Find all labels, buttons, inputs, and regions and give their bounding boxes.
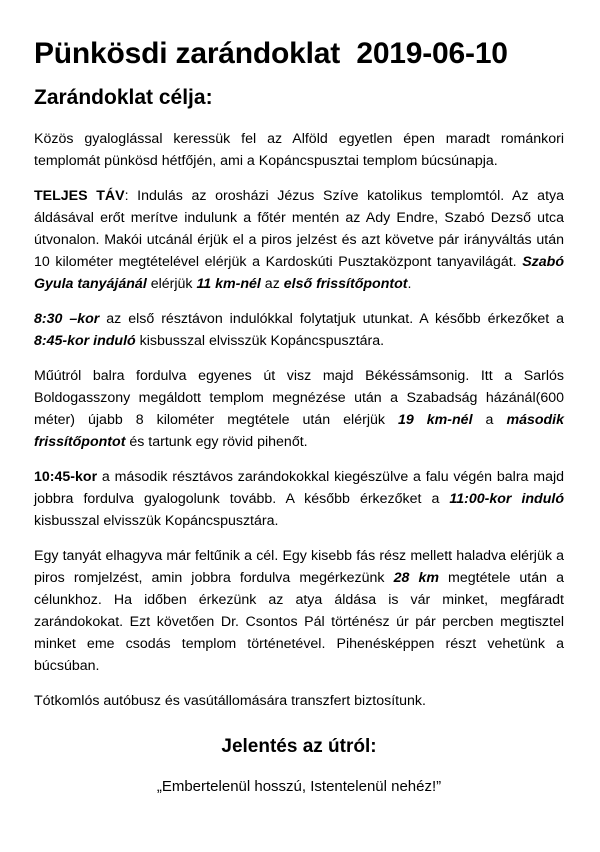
- full-route-paragraph: [34, 185, 564, 295]
- text-segment: megtétele után a célunkhoz. Ha időben érkezünk az atya áldása is vár minket, megfáradt zarándokokat. Ezt követően Dr. Csontos Pál történész úr pár percben megtisztel minket eme csodás templom történetével. Pihenésképpen részt vehetünk a búcsúban.: [34, 570, 564, 674]
- text-segment: a: [472, 412, 507, 428]
- third-leg-time: 10:45-kor: [34, 469, 98, 485]
- section-heading: Zarándoklat célja:: [34, 86, 213, 109]
- intro-paragraph: Közös gyaloglással keressük fel az Alföld egyetlen épen maradt románkori templomát pünkösd hétfőjén, ami a Kopáncspusztai templom búcsúnapja.: [34, 131, 564, 169]
- report-quote: „Embertelenül hosszú, Istentelenül nehéz!”: [156, 778, 442, 795]
- text-segment: az első résztávon indulókkal folytatjuk utunkat. A később érkezőket a: [99, 311, 565, 327]
- first-refreshment-point: első frissítőpontot: [283, 276, 408, 292]
- transfer-paragraph: Tótkomlós autóbusz és vasútállomására transzfert biztosítunk.: [34, 693, 426, 709]
- text-segment: Műútról balra fordulva egyenes út visz majd Békéssámsonig. Itt a Sarlós Boldogasszony megáldott templom megnézése után a Szabadság házánál(600 méter) újabb 8 kilométer megtétele után elérjük: [34, 368, 564, 428]
- arrival-paragraph: [34, 545, 564, 677]
- second-leg-paragraph: [34, 308, 564, 352]
- text-segment: a második résztávos zarándokokkal kiegészülve a falu végén balra majd jobbra fordulva gyalogolunk tovább. A később érkezőket a: [34, 469, 564, 507]
- text-segment: kisbusszal elvisszük Kopáncspusztára.: [135, 333, 385, 349]
- second-stop-distance: 19 km-nél: [397, 412, 473, 428]
- text-segment: és tartunk egy rövid pihenőt.: [125, 434, 308, 450]
- second-leg-time: 8:30 –kor: [34, 311, 100, 327]
- second-bus-departure-time: 11:00-kor induló: [449, 491, 564, 507]
- text-segment: az: [260, 276, 284, 292]
- first-stop-distance: 11 km-nél: [196, 276, 261, 292]
- third-leg-paragraph: [34, 466, 564, 532]
- first-stop-location: Szabó Gyula tanyájánál: [34, 254, 564, 292]
- total-distance: 28 km: [393, 570, 439, 586]
- text-segment: elérjük: [146, 276, 197, 292]
- text-segment: Egy tanyát elhagyva már feltűnik a cél. Egy kisebb fás rész mellett haladva elérjük a piros romjelzést, amin jobbra fordulva megérkezünk: [34, 548, 564, 586]
- document-title: Pünkösdi zarándoklat 2019-06-10: [34, 37, 508, 70]
- second-refreshment-point: második frissítőpontot: [34, 412, 565, 450]
- bus-departure-time: 8:45-kor induló: [34, 333, 136, 349]
- bekessamson-paragraph: [34, 365, 564, 453]
- text-segment: kisbusszal elvisszük Kopáncspusztára.: [34, 513, 279, 529]
- full-route-text: : Indulás az orosházi Jézus Szíve katolikus templomtól. Az atya áldásával erőt merítve indulunk a főtér mentén az Ady Endre, Szabó Dezső utca útvonalon. Makói utcánál érjük el a piros jelzést és azt követve pár irányváltás után 10 kilométer megtételével elérjük a Kardoskúti Pusztaközpont tanyavilágát.: [34, 188, 564, 270]
- report-heading: Jelentés az útról:: [221, 736, 377, 757]
- full-route-label: TELJES TÁV: [34, 188, 125, 204]
- text-segment: .: [407, 276, 412, 292]
